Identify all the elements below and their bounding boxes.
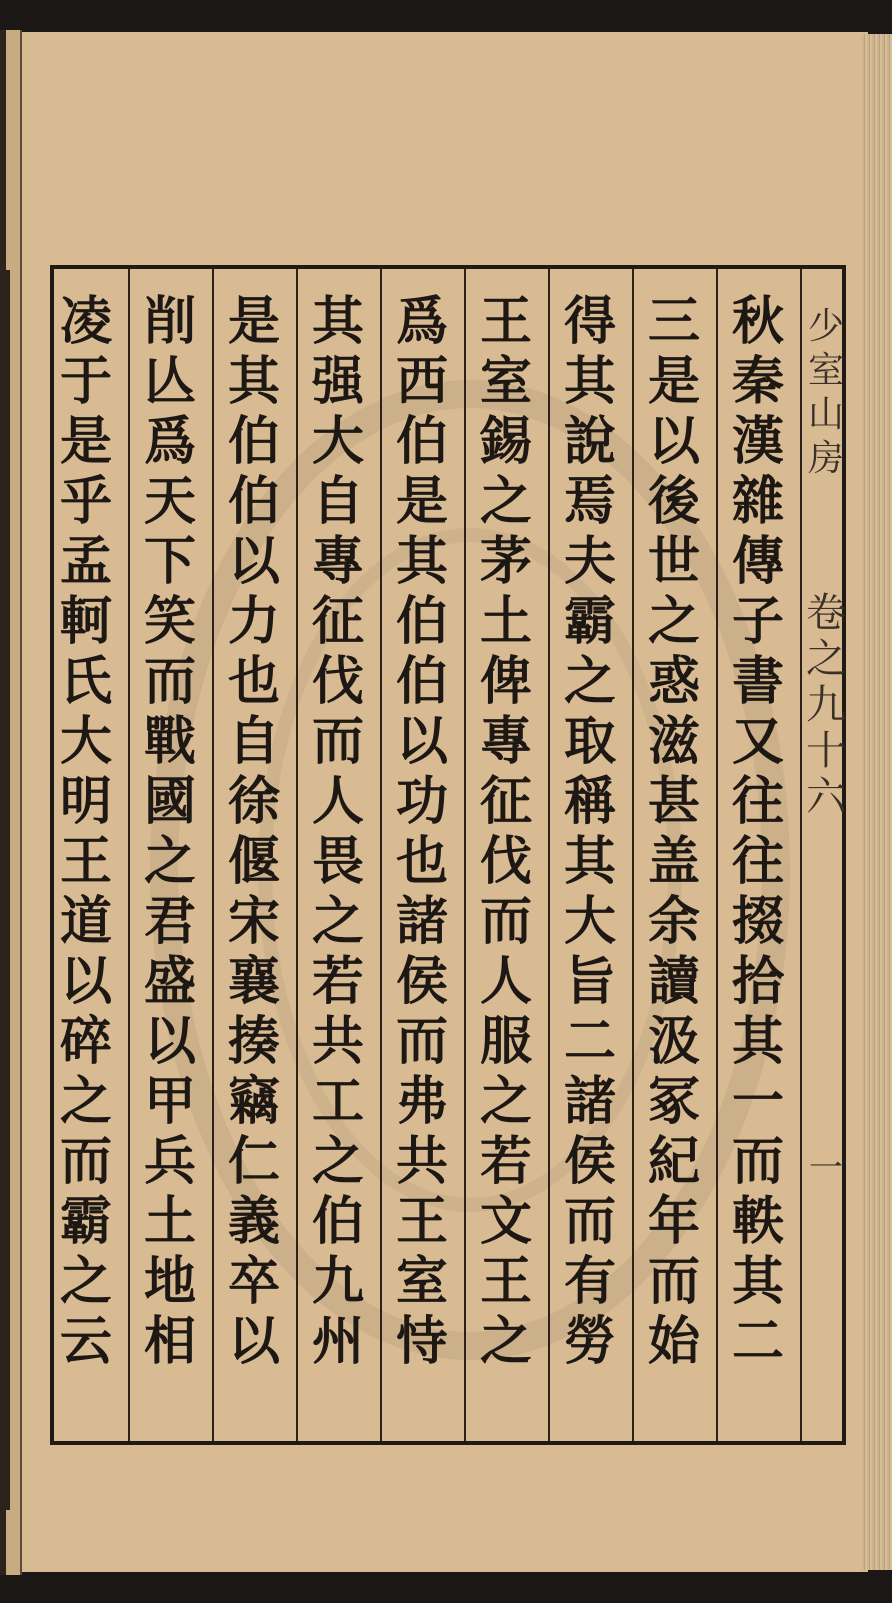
text-char: 其: [731, 1251, 784, 1312]
text-char: 甲: [143, 1071, 196, 1132]
margin-book-title: [806, 305, 846, 481]
text-char: 土: [143, 1191, 196, 1252]
text-char: 以: [227, 1311, 280, 1372]
margin-char: 室: [807, 350, 844, 391]
column-divider: [380, 269, 382, 1441]
text-char: 惑: [647, 651, 700, 712]
text-char: 侯: [563, 1131, 616, 1192]
text-char: 之: [479, 471, 532, 532]
text-char: 稱: [563, 771, 616, 832]
text-char: 其: [563, 831, 616, 892]
text-char: 伯: [227, 411, 280, 472]
text-char: 若: [479, 1131, 532, 1192]
text-char: 之: [647, 591, 700, 652]
margin-char: 少: [807, 306, 844, 347]
text-char: 戰: [143, 711, 196, 772]
text-char: 軻: [59, 591, 112, 652]
text-char: 之: [59, 1251, 112, 1312]
text-char: 九: [311, 1251, 364, 1312]
text-char: 下: [143, 531, 196, 592]
text-char: 兵: [143, 1131, 196, 1192]
text-char: 其: [395, 531, 448, 592]
text-char: 滋: [647, 711, 700, 772]
text-char: 之: [143, 831, 196, 892]
text-char: 而: [59, 1131, 112, 1192]
text-column: [473, 292, 539, 1432]
text-char: 人: [479, 951, 532, 1012]
text-char: 二: [731, 1311, 784, 1372]
text-char: 氏: [59, 651, 112, 712]
text-char: 自: [311, 471, 364, 532]
text-char: 其: [227, 351, 280, 412]
text-char: 有: [563, 1251, 616, 1312]
text-char: 世: [647, 531, 700, 592]
text-char: 王: [59, 831, 112, 892]
text-char: 工: [311, 1071, 364, 1132]
text-char: 專: [479, 711, 532, 772]
text-char: 子: [731, 591, 784, 652]
text-char: 秋: [731, 291, 784, 352]
text-char: 三: [647, 291, 700, 352]
text-char: 二: [563, 1011, 616, 1072]
text-char: 人: [311, 771, 364, 832]
text-column: [53, 292, 119, 1432]
text-char: 諸: [563, 1071, 616, 1132]
text-char: 漢: [731, 411, 784, 472]
column-divider: [464, 269, 466, 1441]
column-divider: [128, 269, 130, 1441]
text-char: 盛: [143, 951, 196, 1012]
text-char: 掇: [731, 891, 784, 952]
text-char: 君: [143, 891, 196, 952]
text-char: 之: [311, 891, 364, 952]
text-char: 之: [311, 1131, 364, 1192]
text-column: [137, 292, 203, 1432]
text-char: 凌: [59, 291, 112, 352]
margin-volume-label: [806, 590, 846, 820]
text-char: 乎: [59, 471, 112, 532]
column-divider: [548, 269, 550, 1441]
text-char: 紀: [647, 1131, 700, 1192]
column-divider: [212, 269, 214, 1441]
text-char: 弗: [395, 1071, 448, 1132]
text-char: 諸: [395, 891, 448, 952]
text-char: 爲: [395, 291, 448, 352]
text-char: 專: [311, 531, 364, 592]
page-stack-edge: [862, 34, 892, 1570]
text-char: 往: [731, 771, 784, 832]
text-column: [221, 292, 287, 1432]
text-char: 霸: [563, 591, 616, 652]
text-char: 拾: [731, 951, 784, 1012]
text-char: 揍: [227, 1011, 280, 1072]
text-char: 是: [59, 411, 112, 472]
margin-divider: [800, 269, 802, 1441]
text-char: 焉: [563, 471, 616, 532]
text-char: 也: [395, 831, 448, 892]
text-char: 始: [647, 1311, 700, 1372]
text-char: 大: [563, 891, 616, 952]
text-char: 畏: [311, 831, 364, 892]
text-char: 是: [227, 291, 280, 352]
margin-page-number: 一: [809, 1148, 843, 1188]
text-char: 若: [311, 951, 364, 1012]
text-char: 也: [227, 651, 280, 712]
text-char: 而: [143, 651, 196, 712]
text-char: 以: [395, 711, 448, 772]
margin-char: 之: [806, 636, 846, 682]
text-char: 以: [227, 531, 280, 592]
text-char: 仁: [227, 1131, 280, 1192]
text-char: 徐: [227, 771, 280, 832]
text-char: 盖: [647, 831, 700, 892]
text-char: 年: [647, 1191, 700, 1252]
text-char: 以: [647, 411, 700, 472]
text-char: 而: [731, 1131, 784, 1192]
text-char: 恃: [395, 1311, 448, 1372]
text-char: 州: [311, 1311, 364, 1372]
text-char: 明: [59, 771, 112, 832]
text-char: 夫: [563, 531, 616, 592]
text-char: 王: [479, 291, 532, 352]
text-char: 國: [143, 771, 196, 832]
text-char: 相: [143, 1311, 196, 1372]
text-char: 而: [563, 1191, 616, 1252]
text-column: [725, 292, 791, 1432]
text-column: [641, 292, 707, 1432]
text-char: 宋: [227, 891, 280, 952]
text-char: 襄: [227, 951, 280, 1012]
text-char: 服: [479, 1011, 532, 1072]
text-char: 碎: [59, 1011, 112, 1072]
previous-page-edge: [0, 30, 22, 1575]
column-divider: [632, 269, 634, 1441]
text-char: 共: [311, 1011, 364, 1072]
margin-char: 卷: [806, 590, 846, 636]
text-char: 往: [731, 831, 784, 892]
text-char: 之: [479, 1071, 532, 1132]
text-char: 旨: [563, 951, 616, 1012]
text-char: 其: [563, 351, 616, 412]
text-char: 是: [395, 471, 448, 532]
margin-char: 九: [806, 682, 846, 728]
text-char: 錫: [479, 411, 532, 472]
column-divider: [296, 269, 298, 1441]
text-char: 雜: [731, 471, 784, 532]
text-char: 爲: [143, 411, 196, 472]
text-column: [389, 292, 455, 1432]
text-char: 伐: [479, 831, 532, 892]
text-char: 冢: [647, 1071, 700, 1132]
text-char: 天: [143, 471, 196, 532]
text-char: 而: [395, 1011, 448, 1072]
text-char: 余: [647, 891, 700, 952]
text-char: 大: [59, 711, 112, 772]
text-char: 之: [563, 651, 616, 712]
text-char: 自: [227, 711, 280, 772]
text-char: 其: [311, 291, 364, 352]
text-char: 云: [59, 1311, 112, 1372]
text-char: 之: [59, 1071, 112, 1132]
text-char: 義: [227, 1191, 280, 1252]
text-char: 一: [731, 1071, 784, 1132]
text-char: 笑: [143, 591, 196, 652]
text-char: 伯: [227, 471, 280, 532]
text-char: 傳: [731, 531, 784, 592]
text-char: 室: [479, 351, 532, 412]
text-char: 得: [563, 291, 616, 352]
text-char: 削: [143, 291, 196, 352]
text-char: 伯: [395, 411, 448, 472]
text-char: 征: [479, 771, 532, 832]
text-char: 王: [479, 1251, 532, 1312]
text-char: 王: [395, 1191, 448, 1252]
text-char: 伯: [311, 1191, 364, 1252]
margin-char: 山: [807, 394, 844, 435]
text-char: 汲: [647, 1011, 700, 1072]
previous-page-border: [6, 270, 10, 1510]
text-char: 讀: [647, 951, 700, 1012]
margin-char: 六: [806, 774, 846, 820]
margin-char: 房: [807, 438, 844, 479]
column-divider: [716, 269, 718, 1441]
text-char: 勞: [563, 1311, 616, 1372]
text-char: 而: [479, 891, 532, 952]
text-char: 霸: [59, 1191, 112, 1252]
text-char: 又: [731, 711, 784, 772]
text-char: 之: [479, 1311, 532, 1372]
text-char: 伯: [395, 591, 448, 652]
text-column: [557, 292, 623, 1432]
text-char: 是: [647, 351, 700, 412]
text-char: 竊: [227, 1071, 280, 1132]
text-char: 軼: [731, 1191, 784, 1252]
text-char: 土: [479, 591, 532, 652]
text-char: 于: [59, 351, 112, 412]
text-char: 以: [143, 1011, 196, 1072]
text-char: 强: [311, 351, 364, 412]
text-char: 俾: [479, 651, 532, 712]
text-char: 文: [479, 1191, 532, 1252]
margin-char: 十: [806, 728, 846, 774]
text-char: 取: [563, 711, 616, 772]
text-char: 孟: [59, 531, 112, 592]
text-char: 共: [395, 1131, 448, 1192]
text-char: 伐: [311, 651, 364, 712]
text-char: 室: [395, 1251, 448, 1312]
text-char: 侯: [395, 951, 448, 1012]
text-column: [305, 292, 371, 1432]
text-char: 西: [395, 351, 448, 412]
text-char: 而: [311, 711, 364, 772]
text-char: 茅: [479, 531, 532, 592]
text-char: 秦: [731, 351, 784, 412]
text-char: 力: [227, 591, 280, 652]
text-char: 後: [647, 471, 700, 532]
text-char: 卒: [227, 1251, 280, 1312]
text-char: 征: [311, 591, 364, 652]
text-char: 以: [59, 951, 112, 1012]
text-char: 偃: [227, 831, 280, 892]
text-char: 大: [311, 411, 364, 472]
text-char: 功: [395, 771, 448, 832]
text-char: 伯: [395, 651, 448, 712]
text-char: 而: [647, 1251, 700, 1312]
text-char: 亾: [143, 351, 196, 412]
text-char: 說: [563, 411, 616, 472]
text-char: 書: [731, 651, 784, 712]
text-char: 甚: [647, 771, 700, 832]
text-char: 道: [59, 891, 112, 952]
text-char: 其: [731, 1011, 784, 1072]
text-char: 地: [143, 1251, 196, 1312]
